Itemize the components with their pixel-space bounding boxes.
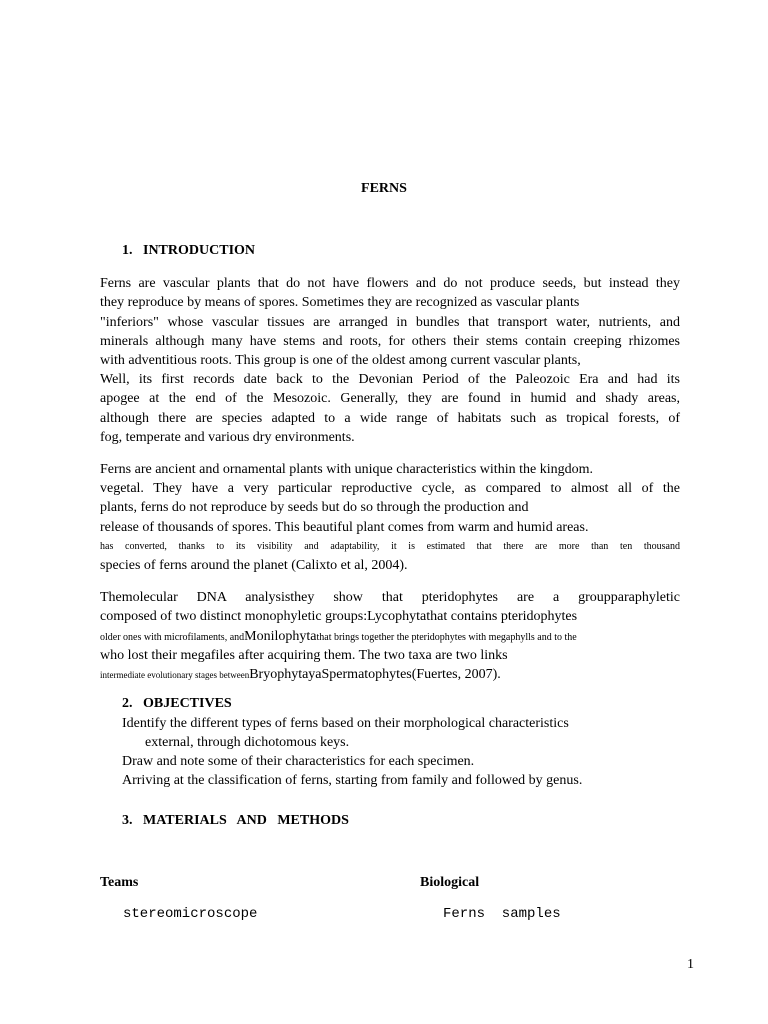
teams-item: stereomicroscope	[123, 906, 258, 922]
intro-p2-line: vegetal. They have a very particular reproductive cycle, as compared to almost all of the	[100, 481, 680, 496]
intro-p2-line: species of ferns around the planet (Calixto et al, 2004).	[100, 558, 408, 573]
monilophyta-term: Monilophyta	[244, 629, 317, 644]
intro-p3-fragment: BryophytayaSpermatophytes(Fuertes, 2007).	[249, 667, 501, 682]
intro-p1-line: "inferiors" whose vascular tissues are arranged in bundles that transport water, nutrients, and	[100, 315, 680, 330]
biological-column-heading: Biological	[420, 875, 480, 890]
objective-text: Identify the different types of ferns based on their morphological characteristics	[122, 716, 569, 731]
intro-p1-line: apogee at the end of the Mesozoic. Generally, they are found in humid and shady areas,	[100, 391, 680, 406]
intro-p1-line: Ferns are vascular plants that do not have flowers and do not produce seeds, but instead they	[100, 276, 680, 291]
materials-heading: 3. MATERIALS AND METHODS	[122, 813, 349, 828]
objective-item	[122, 773, 582, 789]
intro-p3-line	[100, 665, 501, 685]
intro-p1-line: Well, its first records date back to the Devonian Period of the Paleozoic Era and had its	[100, 372, 680, 387]
intro-p3-fragment: that brings together the pteridophytes with megaphylls and to the	[316, 632, 577, 643]
intro-p1-line: minerals although many have stems and roots, for others their stems contain creeping rhizomes	[100, 334, 680, 349]
objectives-heading: 2. OBJECTIVES	[122, 696, 232, 711]
objective-item	[122, 754, 474, 770]
objective-text: Draw and note some of their characteristics for each specimen.	[122, 754, 475, 769]
intro-p3-fragment: intermediate evolutionary stages between	[100, 670, 250, 680]
intro-p3-line: composed of two distinct monophyletic groups:Lycophytathat contains pteridophytes	[100, 609, 578, 624]
intro-p3-line	[100, 627, 577, 647]
introduction-heading: 1. INTRODUCTION	[122, 243, 256, 258]
teams-column-heading: Teams	[100, 875, 139, 890]
intro-p3-line: who lost their megafiles after acquiring them. The two taxa are two links	[100, 648, 508, 663]
intro-p1-line: with adventitious roots. This group is one of the oldest among current vascular plants,	[100, 353, 581, 368]
intro-p3-line: Themolecular DNA analysisthey show that pteridophytes are a groupparaphyletic	[100, 590, 680, 605]
intro-p2-line: plants, ferns do not reproduce by seeds but do so through the production and	[100, 500, 529, 515]
intro-p1-line: fog, temperate and various dry environments.	[100, 430, 355, 445]
document-title: FERNS	[361, 181, 407, 196]
intro-p2-line: Ferns are ancient and ornamental plants with unique characteristics within the kingdom.	[100, 462, 593, 477]
objective-text: Arriving at the classification of ferns, starting from family and followed by genus.	[122, 773, 583, 788]
intro-p2-line: release of thousands of spores. This beautiful plant comes from warm and humid areas.	[100, 520, 589, 535]
intro-p3-fragment: older ones with microfilaments, and	[100, 632, 245, 643]
objective-item-continuation: external, through dichotomous keys.	[145, 735, 350, 750]
objective-item	[122, 716, 569, 732]
page-number: 1	[687, 957, 694, 972]
intro-p2-line: has converted, thanks to its visibility and adaptability, it is estimated that there are more than ten thousand	[100, 541, 680, 552]
intro-p1-line: although there are species adapted to a wide range of habitats such as tropical forests, of	[100, 411, 680, 426]
intro-p1-line: they reproduce by means of spores. Sometimes they are recognized as vascular plants	[100, 295, 580, 310]
biological-item: Ferns samples	[443, 906, 561, 922]
